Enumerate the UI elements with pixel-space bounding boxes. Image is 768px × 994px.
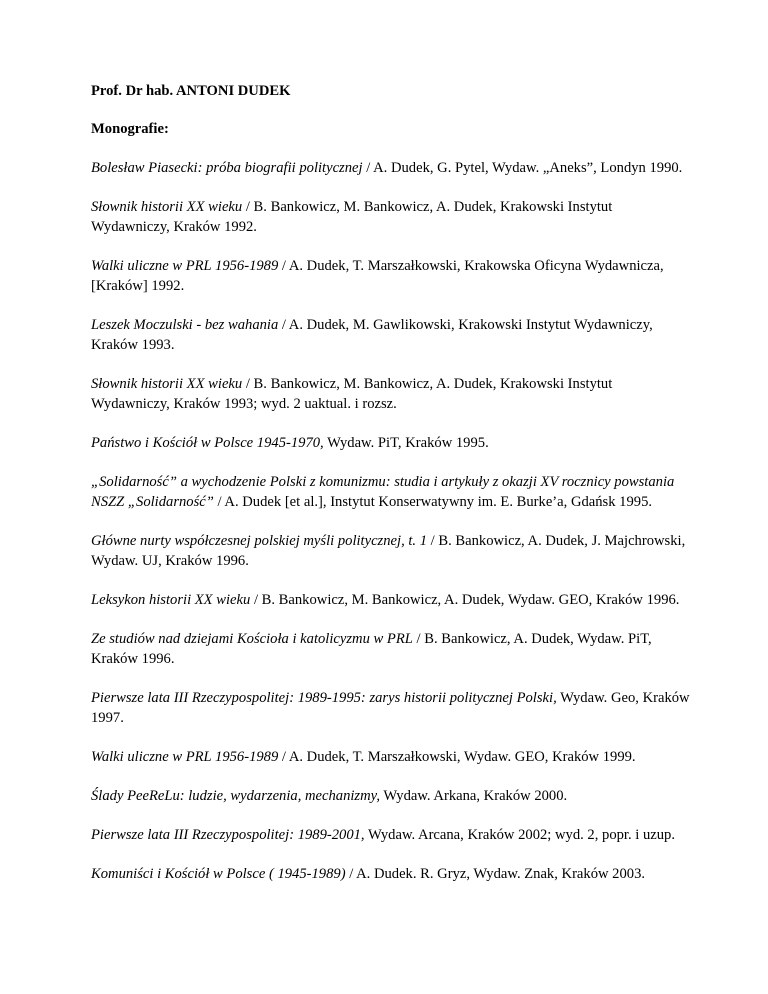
entry-details: Wydaw. PiT, Kraków 1995. [323, 435, 489, 451]
entry-details: / B. Bankowicz, M. Bankowicz, A. Dudek, Krakowski Instytut Wydawniczy, Kraków 1992. [91, 199, 613, 235]
entry-details: Wydaw. Arkana, Kraków 2000. [379, 788, 568, 804]
list-item [91, 825, 691, 845]
list-item [91, 315, 691, 355]
entry-title: Słownik historii XX wieku [91, 199, 243, 215]
entry-title: „Solidarność” a wychodzenie Polski z komunizmu: studia i artykuły z okazji XV rocznicy powstania NSZZ „Solidarność” [91, 474, 675, 510]
entry-details: / A. Dudek, G. Pytel, Wydaw. „Aneks”, Londyn 1990. [362, 160, 683, 176]
list-item [91, 374, 691, 414]
entry-title: Państwo i Kościół w Polsce 1945-1970, [91, 435, 324, 451]
list-item [91, 786, 691, 806]
list-item [91, 197, 691, 237]
section-title: Monografie: [91, 121, 169, 137]
entry-title: Komuniści i Kościół w Polsce ( 1945-1989) [91, 866, 346, 882]
entry-details: / A. Dudek, M. Gawlikowski, Krakowski Instytut Wydawniczy, Kraków 1993. [91, 317, 653, 353]
document-page [91, 81, 691, 884]
list-item [91, 590, 691, 610]
list-item [91, 629, 691, 669]
entry-title: Główne nurty współczesnej polskiej myśli politycznej, t. 1 [91, 533, 428, 549]
entry-title: Walki uliczne w PRL 1956-1989 [91, 258, 279, 274]
list-item [91, 688, 691, 728]
entry-details: / A. Dudek. R. Gryz, Wydaw. Znak, Kraków 2003. [345, 866, 646, 882]
entry-details: / B. Bankowicz, A. Dudek, Wydaw. PiT, Kraków 1996. [91, 631, 652, 667]
entry-title: Pierwsze lata III Rzeczypospolitej: 1989-2001, [91, 827, 365, 843]
entry-title: Ślady PeeReLu: ludzie, wydarzenia, mechanizmy, [91, 788, 380, 804]
entry-title: Leksykon historii XX wieku [91, 592, 251, 608]
list-item [91, 472, 691, 512]
list-item [91, 531, 691, 571]
entry-title: Słownik historii XX wieku [91, 376, 243, 392]
list-item [91, 433, 691, 453]
list-item [91, 158, 691, 178]
list-item [91, 747, 691, 767]
author-heading: Prof. Dr hab. ANTONI DUDEK [91, 83, 291, 99]
entry-details: / A. Dudek [et al.], Instytut Konserwatywny im. E. Burke’a, Gdańsk 1995. [213, 494, 653, 510]
entry-details: Wydaw. Geo, Kraków 1997. [91, 690, 690, 726]
entry-title: Walki uliczne w PRL 1956-1989 [91, 749, 279, 765]
entry-title: Bolesław Piasecki: próba biografii politycznej [91, 160, 363, 176]
bibliography-list [91, 158, 691, 884]
entry-details: / B. Bankowicz, A. Dudek, J. Majchrowski, Wydaw. UJ, Kraków 1996. [91, 533, 686, 569]
entry-details: Wydaw. Arcana, Kraków 2002; wyd. 2, popr. i uzup. [364, 827, 675, 843]
entry-details: / A. Dudek, T. Marszałkowski, Krakowska Oficyna Wydawnicza, [Kraków] 1992. [91, 258, 664, 294]
entry-details: / A. Dudek, T. Marszałkowski, Wydaw. GEO, Kraków 1999. [278, 749, 636, 765]
entry-title: Ze studiów nad dziejami Kościoła i katolicyzmu w PRL [91, 631, 413, 647]
entry-title: Leszek Moczulski - bez wahania [91, 317, 279, 333]
entry-details: / B. Bankowicz, M. Bankowicz, A. Dudek, Wydaw. GEO, Kraków 1996. [250, 592, 680, 608]
entry-title: Pierwsze lata III Rzeczypospolitej: 1989-1995: zarys historii politycznej Polski, [91, 690, 557, 706]
list-item [91, 256, 691, 296]
entry-details: / B. Bankowicz, M. Bankowicz, A. Dudek, Krakowski Instytut Wydawniczy, Kraków 1993; wyd. 2 uaktual. i rozsz. [91, 376, 613, 412]
list-item [91, 864, 691, 884]
